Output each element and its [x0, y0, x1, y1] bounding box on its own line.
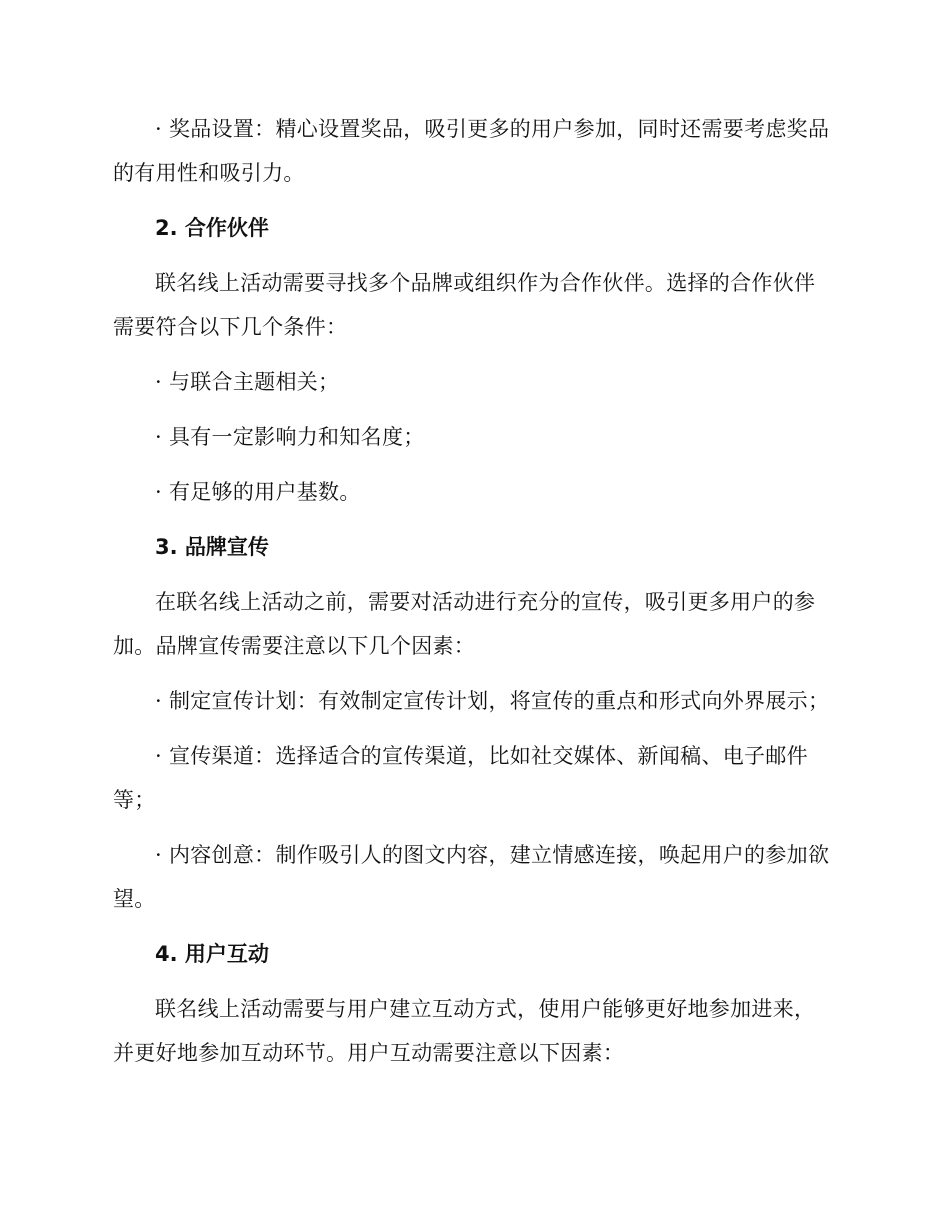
section-heading-brand-promotion: 3. 品牌宣传 — [155, 535, 269, 559]
section-heading-partners: 2. 合作伙伴 — [155, 216, 269, 240]
paragraph-gap — [113, 976, 833, 987]
paragraph-gap — [113, 668, 833, 679]
paragraph-gap — [113, 822, 833, 833]
paragraph-gap — [113, 723, 833, 734]
bullet-promotion-channels: · 宣传渠道：选择适合的宣传渠道，比如社交媒体、新闻稿、电子邮件等； — [113, 744, 808, 812]
paragraph-gap — [113, 195, 833, 206]
paragraph-gap — [113, 514, 833, 525]
bullet-promotion-plan: · 制定宣传计划：有效制定宣传计划，将宣传的重点和形式向外界展示； — [155, 689, 830, 713]
paragraph-gap — [113, 569, 833, 580]
bullet-prize-setting: · 奖品设置：精心设置奖品，吸引更多的用户参加，同时还需要考虑奖品的有用性和吸引力。 — [113, 117, 830, 185]
paragraph-gap — [113, 921, 833, 932]
promotion-intro-paragraph: 在联名线上活动之前，需要对活动进行充分的宣传，吸引更多用户的参加。品牌宣传需要注意以下几个因素： — [113, 590, 816, 658]
section-heading-user-interaction: 4. 用户互动 — [155, 942, 269, 966]
paragraph-gap — [113, 459, 833, 470]
paragraph-gap — [113, 349, 833, 360]
paragraph-gap — [113, 250, 833, 261]
bullet-content-creativity: · 内容创意：制作吸引人的图文内容，建立情感连接，唤起用户的参加欲望。 — [113, 843, 830, 911]
bullet-influence: · 具有一定影响力和知名度； — [155, 425, 425, 449]
partners-intro-paragraph: 联名线上活动需要寻找多个品牌或组织作为合作伙伴。选择的合作伙伴需要符合以下几个条件： — [113, 271, 816, 339]
document-body — [113, 107, 833, 1075]
bullet-related-theme: · 与联合主题相关； — [155, 370, 340, 394]
paragraph-gap — [113, 404, 833, 415]
bullet-user-base: · 有足够的用户基数。 — [155, 480, 361, 504]
interaction-intro-paragraph: 联名线上活动需要与用户建立互动方式，使用户能够更好地参加进来，并更好地参加互动环节。用户互动需要注意以下因素： — [113, 997, 816, 1065]
